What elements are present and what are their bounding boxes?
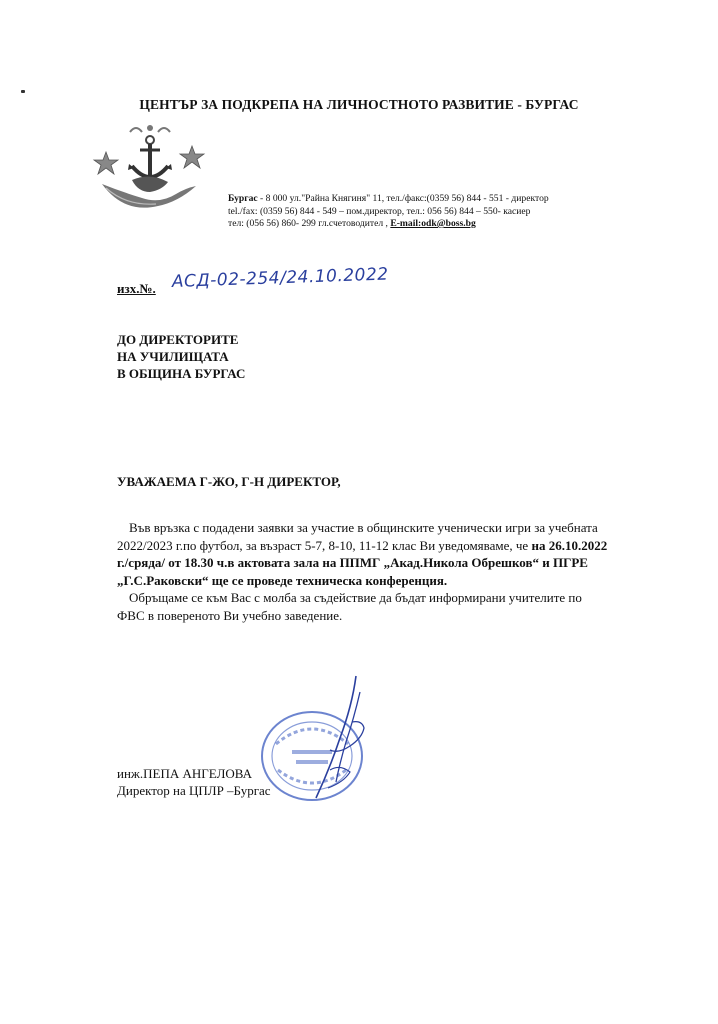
body-paragraph-1-text: Във връзка с подадени заявки за участие в общинските ученически игри за учебната 2022/2023 г.по футбол, за възраст 5-7, 8-10, 11-12 клас Ви уведомяваме, че [117,520,598,553]
body-paragraph-1 [117,519,612,589]
recipient-line-3: В ОБЩИНА БУРГАС [117,366,246,381]
body-paragraph-2: Обръщаме се към Вас с молба за съдействие да бъдат информирани учителите по ФВС в повереното Ви учебно заведение. [117,590,582,623]
anchor-hands-logo-icon [92,118,210,216]
signer-name: инж.ПЕПА АНГЕЛОВА [117,766,253,781]
recipient-block [117,331,245,382]
organization-title: ЦЕНТЪР ЗА ПОДКРЕПА НА ЛИЧНОСТНОТО РАЗВИТИЕ - БУРГАС [139,97,579,112]
signer-title: Директор на ЦПЛР –Бургас [117,783,271,798]
contact-line-3-text: тел: (056 56) 860- 299 гл.счетоводител , [228,218,391,229]
reference-number [117,281,156,297]
contact-city: Бургас [228,193,258,204]
email-link[interactable]: E-mail:odk@boss.bg [390,218,476,229]
recipient-line-1: ДО ДИРЕКТОРИТЕ [117,332,239,347]
handwritten-signature-icon [300,672,380,812]
scan-speck [21,90,25,93]
letter-body [117,519,612,624]
contact-line-3 [228,218,698,231]
contact-line-1 [228,193,698,206]
contact-line-1-rest: - 8 000 ул."Райна Княгиня" 11, тел./факс:(0359 56) 844 - 551 - директор [257,193,549,204]
greeting: УВАЖАЕМА Г-ЖО, Г-Н ДИРЕКТОР, [117,474,341,489]
signer-block [117,765,271,799]
contact-block [228,193,698,231]
reference-handwritten-value: АСД-02-254/24.10.2022 [171,264,389,292]
reference-label: изх.№. [117,281,156,296]
recipient-line-2: НА УЧИЛИЩАТА [117,349,229,364]
body-paragraph-1-highlight: на 26.10.2022 г./сряда/ от 18.30 ч.в актовата зала на ППМГ „Акад.Никола Обрешков“ и ПГРЕ „Г.С.Раковски“ ще се проведе техническа конференция. [117,537,608,588]
contact-line-2: tel./fax: (0359 56) 844 - 549 – пом.директор, тел.: 056 56) 844 – 550- касиер [228,205,531,217]
